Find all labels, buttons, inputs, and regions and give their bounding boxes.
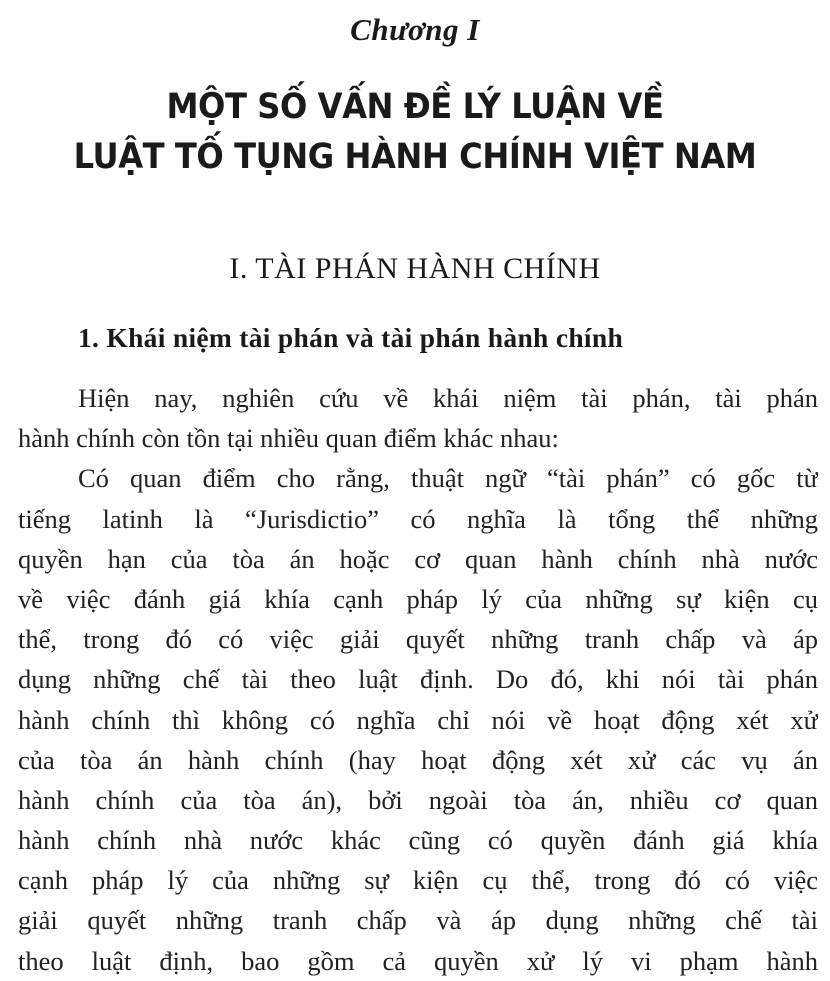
paragraph-line: Có quan điểm cho rằng, thuật ngữ “tài phán” có gốc từ (78, 463, 818, 494)
paragraph-line: Hiện nay, nghiên cứu về khái niệm tài phán, tài phán (78, 383, 818, 413)
body-text (18, 378, 818, 981)
paragraph-line: theo luật định, bao gồm cả quyền xử lý vi phạm hành (18, 945, 818, 976)
subsection-heading: 1. Khái niệm tài phán và tài phán hành chính (78, 322, 624, 353)
paragraph-line: hành chính nhà nước khác cũng có quyền đánh giá khía (18, 825, 818, 856)
paragraph-line: quyền hạn của tòa án hoặc cơ quan hành chính nhà nước (18, 543, 818, 574)
paragraph-line: hành chính còn tồn tại nhiều quan điểm khác nhau: (18, 423, 559, 454)
section-heading: I. TÀI PHÁN HÀNH CHÍNH (229, 252, 601, 285)
paragraph-line: dụng những chế tài theo luật định. Do đó, khi nói tài phán (18, 664, 818, 695)
chapter-title-line: MỘT SỐ VẤN ĐỀ LÝ LUẬN VỀ (166, 87, 664, 127)
paragraph-line: giải quyết những tranh chấp và áp dụng những chế tài (18, 905, 818, 936)
paragraph-line: cạnh pháp lý của những sự kiện cụ thể, trong đó có việc (18, 865, 818, 896)
paragraph-line: về việc đánh giá khía cạnh pháp lý của những sự kiện cụ (18, 583, 818, 614)
paragraph-line: hành chính của tòa án), bởi ngoài tòa án, nhiều cơ quan (18, 784, 818, 815)
paragraph-line: của tòa án hành chính (hay hoạt động xét xử các vụ án (18, 744, 818, 775)
paragraph-line: thể, trong đó có việc giải quyết những tranh chấp và áp (18, 624, 818, 655)
chapter-title-line: LUẬT TỐ TỤNG HÀNH CHÍNH VIỆT NAM (73, 137, 757, 177)
chapter-label: Chương I (350, 12, 480, 47)
paragraph-line: tiếng latinh là “Jurisdictio” có nghĩa là tổng thể những (18, 503, 818, 534)
chapter-title (33, 82, 797, 182)
paragraph-line: hành chính thì không có nghĩa chỉ nói về hoạt động xét xử (18, 704, 818, 735)
